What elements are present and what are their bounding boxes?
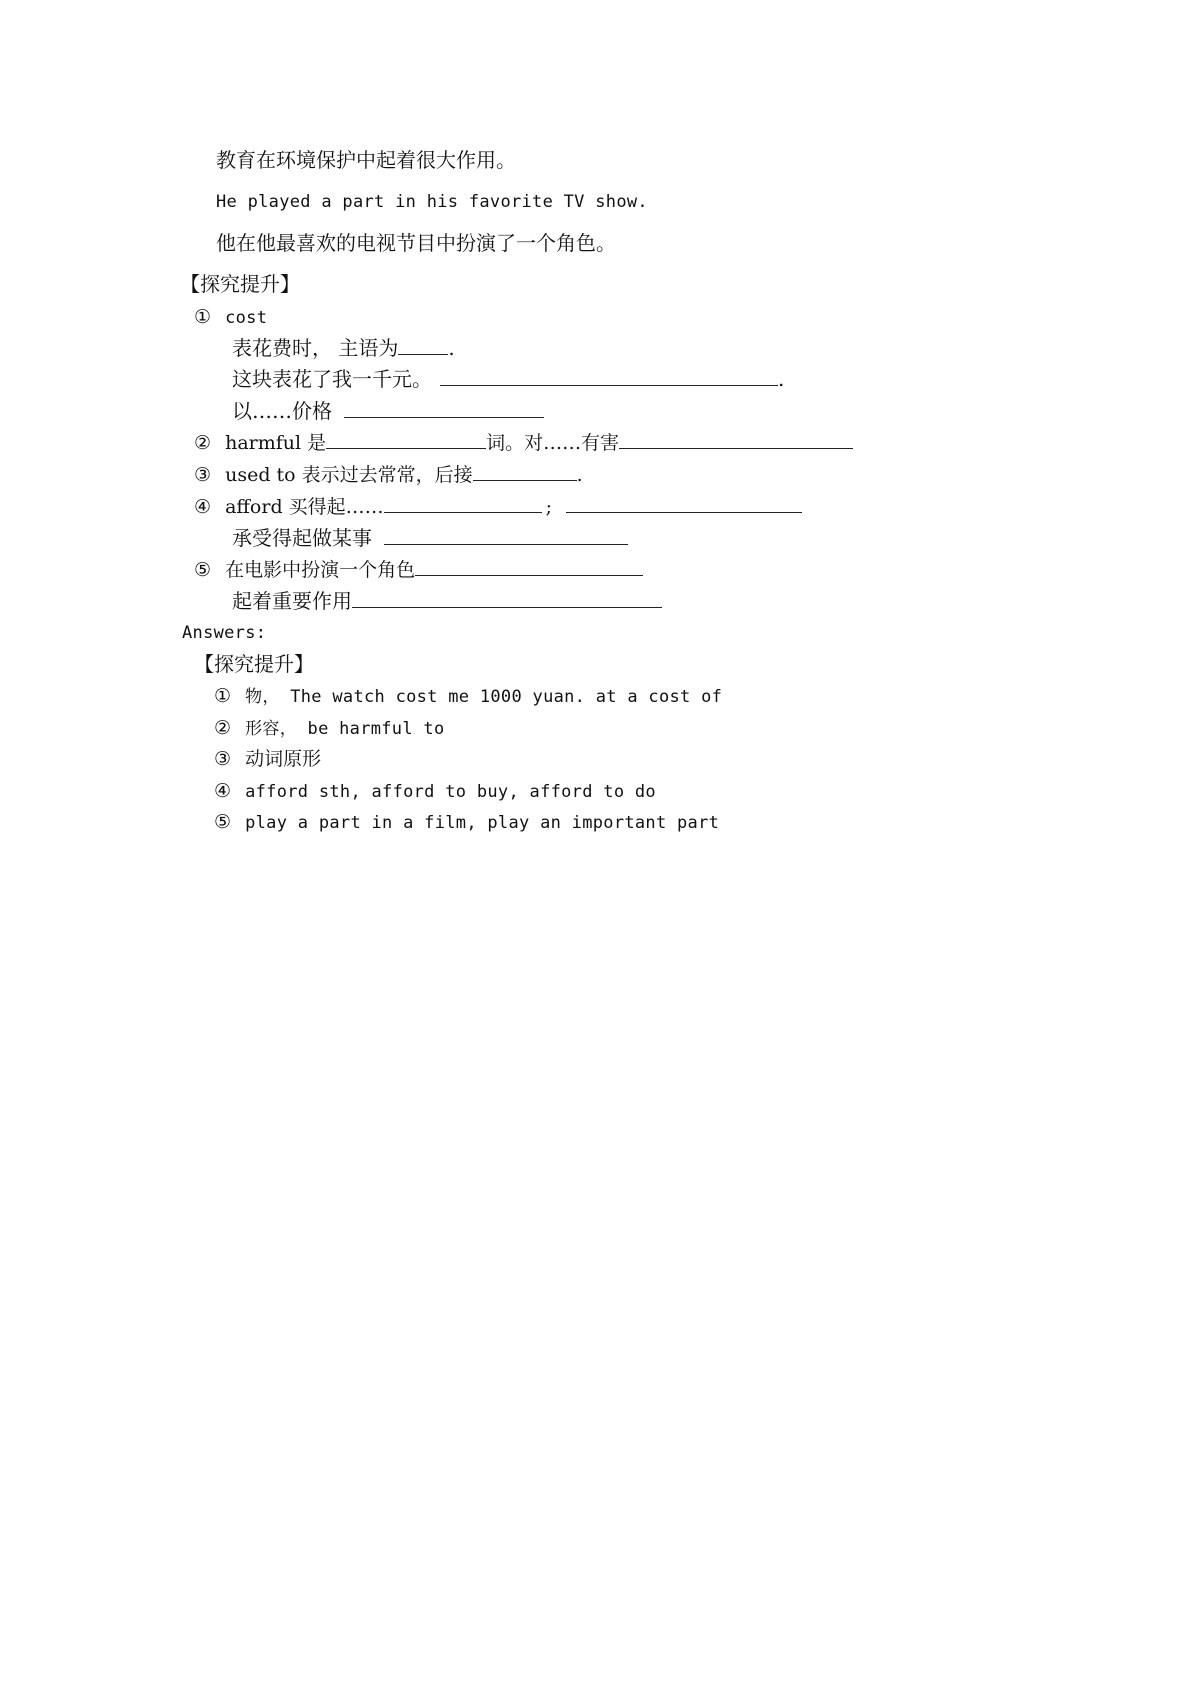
- intro-line-3: 他在他最喜欢的电视节目中扮演了一个角色。: [216, 231, 616, 255]
- item-1-sub-2-text: 这块表花了我一千元。: [232, 367, 432, 391]
- exercise-item-4: [194, 494, 802, 520]
- item-5-sub: [232, 588, 662, 614]
- answers-label: Answers:: [182, 623, 267, 643]
- item-3-blank[interactable]: [473, 462, 577, 481]
- item-5-blank-2[interactable]: [352, 589, 662, 608]
- item-1-sub-3: [232, 398, 544, 424]
- item-5-text: 在电影中扮演一个角色: [225, 559, 416, 581]
- exercise-item-2: [194, 430, 853, 456]
- intro-line-1: 教育在环境保护中起着很大作用。: [216, 148, 516, 172]
- item-1-word: cost: [225, 308, 268, 328]
- answer-item-3: [214, 746, 321, 772]
- item-4-sub: [232, 525, 628, 551]
- item-1-blank-3[interactable]: [344, 399, 544, 418]
- item-3-text: used to 表示过去常常，后接: [225, 464, 473, 486]
- item-5-sub-text: 起着重要作用: [232, 589, 352, 613]
- answer-1-text: 物， The watch cost me 1000 yuan. at a cost of: [245, 687, 723, 707]
- item-1-blank-2[interactable]: [440, 367, 778, 386]
- item-1-sub-2-end: .: [778, 367, 785, 391]
- item-1-sub-1-end: .: [448, 336, 455, 360]
- answer-item-5: [214, 809, 719, 835]
- answer-3-text: 动词原形: [245, 748, 322, 770]
- item-5-blank-1[interactable]: [415, 557, 643, 576]
- item-2-text: harmful 是: [225, 432, 327, 454]
- item-5-marker: ⑤: [194, 559, 212, 581]
- item-1-sub-1-text: 表花费时， 主语为: [232, 336, 399, 360]
- answers-heading: 【探究提升】: [194, 652, 314, 676]
- item-1-marker: ①: [194, 306, 212, 328]
- item-4-sub-text: 承受得起做某事: [232, 526, 372, 550]
- exercise-item-1: [194, 304, 267, 330]
- intro-line-2: He played a part in his favorite TV show.: [216, 192, 648, 212]
- item-1-blank-1[interactable]: [398, 336, 448, 355]
- item-4-blank-3[interactable]: [384, 526, 628, 545]
- item-4-blank-1[interactable]: [384, 494, 542, 513]
- item-3-marker: ③: [194, 464, 212, 486]
- answer-2-text: 形容， be harmful to: [245, 719, 445, 739]
- answer-item-2: [214, 715, 444, 741]
- answer-4-marker: ④: [214, 780, 232, 802]
- item-4-sep: ;: [545, 496, 553, 518]
- item-2-blank-2[interactable]: [619, 430, 853, 449]
- answer-item-4: [214, 778, 656, 804]
- item-3-end: .: [576, 464, 583, 486]
- item-4-marker: ④: [194, 496, 212, 518]
- answer-2-marker: ②: [214, 717, 232, 739]
- exercise-heading: 【探究提升】: [180, 272, 300, 296]
- answer-item-1: [214, 683, 722, 709]
- answer-5-text: play a part in a film, play an important part: [245, 813, 720, 833]
- answer-5-marker: ⑤: [214, 811, 232, 833]
- item-1-sub-1: [232, 335, 455, 361]
- answer-4-text: afford sth, afford to buy, afford to do: [245, 782, 656, 802]
- item-4-text: afford 买得起……: [225, 496, 384, 518]
- item-2-mid: 词。对……有害: [486, 432, 620, 454]
- item-1-sub-3-text: 以……价格: [232, 399, 332, 423]
- answer-1-marker: ①: [214, 685, 232, 707]
- item-2-marker: ②: [194, 432, 212, 454]
- item-4-blank-2[interactable]: [566, 494, 802, 513]
- answer-3-marker: ③: [214, 748, 232, 770]
- item-2-blank-1[interactable]: [326, 430, 486, 449]
- exercise-item-3: [194, 462, 583, 488]
- item-1-sub-2: [232, 366, 784, 392]
- exercise-item-5: [194, 557, 643, 583]
